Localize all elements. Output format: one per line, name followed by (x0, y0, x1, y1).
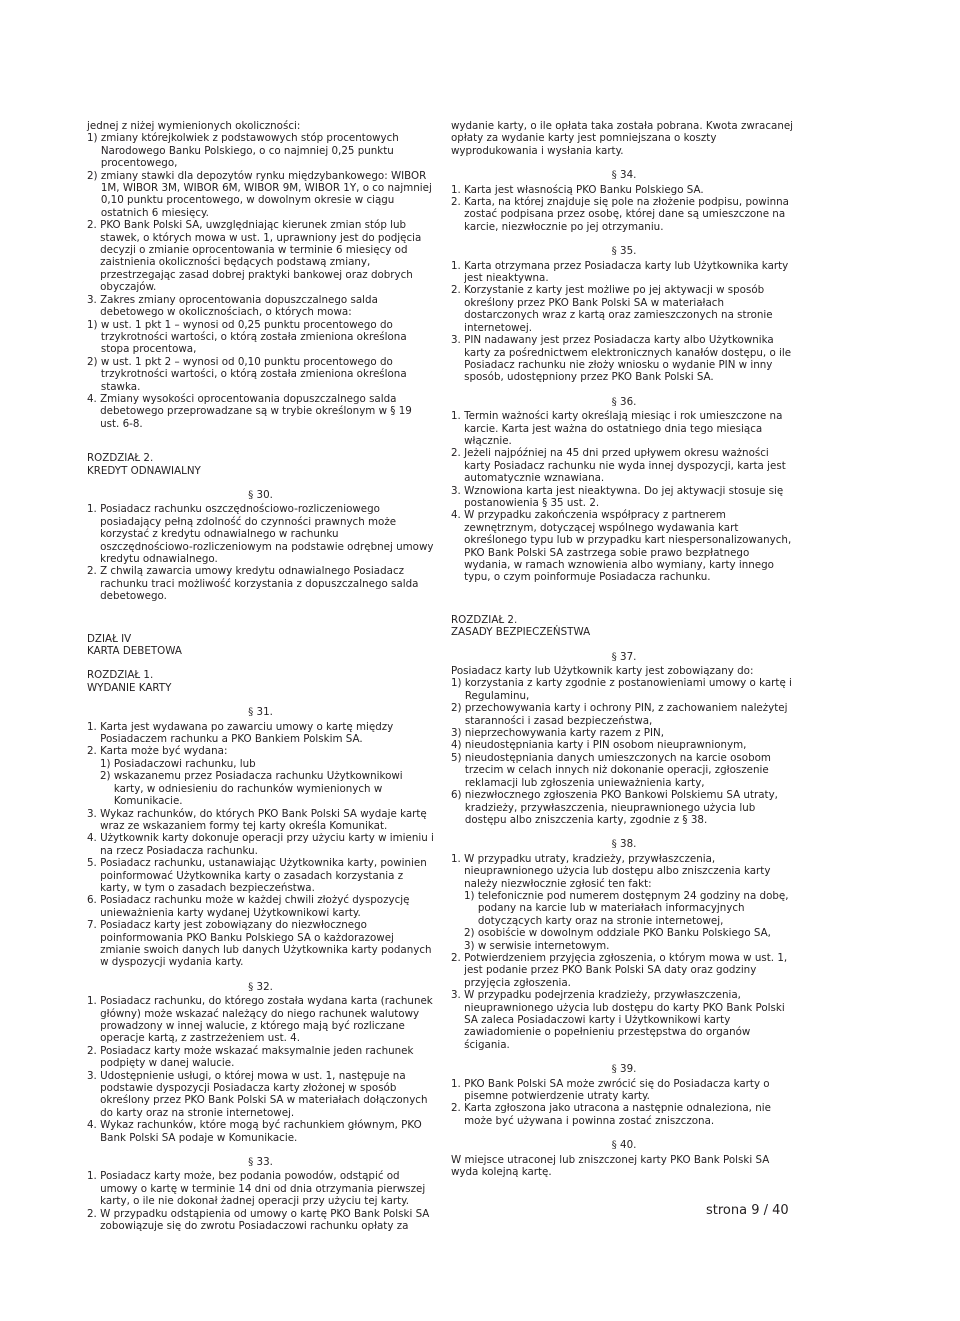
list-item: 4) nieudostępniania karty i PIN osobom nieuprawnionym, (451, 739, 747, 752)
list-item: 1. PKO Bank Polski SA może zwrócić się do Posiadacza karty o pisemne potwierdzenie utraty karty. (451, 1077, 770, 1103)
list-item: 2) zmiany stawki dla depozytów rynku międzybankowego: WIBOR 1M, WIBOR 3M, WIBOR 6M, WIBOR 9M, WIBOR 1Y, o co najmniej 0,10 punktu procentowego, w dowolnym okresie w ciągu ostatnich 6 miesięcy. (87, 169, 432, 219)
section-heading: § 32. (248, 980, 273, 993)
section-mark: § (611, 838, 617, 851)
chapter-label: ROZDZIAŁ 2. (451, 613, 518, 626)
list-item: 4. W przypadku zakończenia współpracy z partnerem zewnętrznym, dotyczącej wspólnego wydawania kart określonego typu lub w przypadku kart niespersonalizowanych, PKO Bank Polski SA zastrzega sobie prawo bezpłatnego wydania, w ramach wznowienia albo wymiany, karty innego typu, o czym poinformuje Posiadacza rachunku. (451, 509, 792, 584)
list-item: 1) telefonicznie pod numerem dostępnym 24 godziny na dobę, podany na karcie lub w materiałach informacyjnych dotyczących karty oraz na stronie internetowej, (464, 889, 789, 927)
list-item: 1. Posiadacz rachunku oszczędnościowo-rozliczeniowego posiadający pełną zdolność do czynności prawnych może korzystać z kredytu odnawialnego w rachunku oszczędnościowo-rozliczeniowym na podstawie odrębnej umowy kredytu odnawialnego. (87, 503, 434, 565)
list-item: 1. Karta otrzymana przez Posiadacza karty lub Użytkownika karty jest nieaktywna. (451, 259, 789, 285)
list-item: 3. PIN nadawany jest przez Posiadacza karty albo Użytkownika karty za pośrednictwem elektronicznych kanałów dostępu, o ile Posiadacz rachunku nie złoży wniosku o wydanie PIN w inny sposób, udostępniony przez PKO Bank Polski SA. (451, 334, 792, 384)
section-mark: § (248, 980, 254, 993)
part-title: KARTA DEBETOWA (87, 645, 182, 658)
continued-text: wydanie karty, o ile opłata taka została pobrana. Kwota zwracanej opłaty za wydanie karty jest pomniejszana o koszty wyprodukowania i wysłania karty. (451, 120, 794, 157)
section-heading: § 35. (611, 245, 637, 258)
section-heading: § 31. (248, 706, 273, 719)
list-item: 5. Posiadacz rachunku, ustanawiając Użytkownika karty, powinien poinformować Użytkownika karty o zasadach korzystania z karty, w tym o zasadach bezpieczeństwa. (87, 857, 427, 894)
list-item: 2. Karta, na której znajduje się pole na złożenie podpisu, powinna zostać podpisana przez osobę, której dane są umieszczone na karcie, niezwłocznie po jej otrzymaniu. (451, 196, 789, 233)
list-item: 1) Posiadaczowi rachunku, lub (100, 757, 256, 770)
list-item: 4. Użytkownik karty dokonuje operacji przy użyciu karty w imieniu i na rzecz Posiadacza rachunku. (87, 832, 434, 857)
list-item: 1) w ust. 1 pkt 1 – wynosi od 0,25 punktu procentowego do trzykrotności wartości, o którą została zmieniona określona stopa procentowa, (87, 318, 407, 356)
left-column (87, 120, 434, 1233)
list-item: 2. Posiadacz karty może wskazać maksymalnie jeden rachunek podpięty w danej walucie. (87, 1044, 414, 1070)
chapter-title: KREDYT ODNAWIALNY (87, 464, 201, 477)
list-item: 3. Wznowiona karta jest nieaktywna. Do jej aktywacji stosuje się postanowienia § 35 ust. 2. (451, 484, 784, 509)
section-mark: § (248, 488, 254, 501)
chapter-label: ROZDZIAŁ 2. (87, 452, 154, 465)
list-item: 3) nieprzechowywania karty razem z PIN, (451, 727, 664, 740)
section-mark: § (611, 395, 617, 408)
list-item: 4. Wykaz rachunków, które mogą być rachunkiem głównym, PKO Bank Polski SA podaje w Komunikacie. (87, 1119, 422, 1144)
section-mark: § (248, 1156, 254, 1169)
right-column (451, 120, 797, 1178)
section-heading: § 40. (611, 1139, 637, 1152)
list-item: 3) w serwisie internetowym. (464, 939, 610, 952)
list-item: 2) w ust. 1 pkt 2 – wynosi od 0,10 punktu procentowego do trzykrotności wartości, o którą została zmieniona określona stawka. (87, 355, 407, 393)
section-heading: § 33. (248, 1156, 273, 1169)
list-item: 1. W przypadku utraty, kradzieży, przywłaszczenia, nieuprawnionego użycia lub dostępu albo zniszczenia karty należy niezwłocznie zgłosić ten fakt: (451, 852, 771, 890)
list-item: 7. Posiadacz karty jest zobowiązany do niezwłocznego poinformowania PKO Banku Polskiego SA o każdorazowej zmianie swoich danych lub danych Użytkownika karty podanych w dyspozycji wydania karty. (87, 919, 432, 969)
paragraph: 3. Zakres zmiany oprocentowania dopuszczalnego salda debetowego w okolicznościach, o których mowa: (87, 293, 378, 319)
list-item: 1) zmiany którejkolwiek z podstawowych stóp procentowych Narodowego Banku Polskiego, o co najmniej 0,25 punktu procentowego, (87, 132, 399, 170)
list-item: 1. Karta jest wydawana po zawarciu umowy o kartę między Posiadaczem rachunku a PKO Bankiem Polskim SA. (87, 720, 394, 746)
list-item: 2. Korzystanie z karty jest możliwe po jej aktywacji w sposób określony przez PKO Bank Polski SA w materiałach dostarczonych wraz z kartą oraz zamieszczonych na stronie internetowej. (451, 284, 773, 334)
list-item: 2) wskazanemu przez Posiadacza rachunku Użytkownikowi karty, w odniesieniu do rachunków wymienionych w Komunikacie. (100, 770, 403, 808)
section-heading: § 30. (248, 488, 273, 501)
list-item: 2. Jeżeli najpóźniej na 45 dni przed upływem okresu ważności karty Posiadacz rachunku nie wyda innej dyspozycji, karta jest automatycznie wznawiana. (451, 447, 786, 485)
list-item: 1. Karta jest własnością PKO Banku Polskiego SA. (451, 183, 704, 196)
paragraph: 2. PKO Bank Polski SA, uwzględniając kierunek zmian stóp lub stawek, o których mowa w ust. 1, uprawniony jest do podjęcia decyzji o zmianie oprocentowania w terminie 6 miesięcy od zaistnienia okoliczności będących podstawą zmiany, przestrzegając zasad dobrej praktyki bankowej oraz dobrych obyczajów. (87, 219, 422, 294)
section-mark: § (611, 1063, 617, 1076)
section-mark: § (611, 1139, 617, 1152)
section-heading: § 39. (611, 1063, 637, 1076)
list-item: 3. W przypadku podejrzenia kradzieży, przywłaszczenia, nieuprawnionego użycia lub dostępu do karty PKO Bank Polski SA zaleca Posiadaczowi karty i Użytkownikowi karty zawiadomienie o popełnieniu przestępstwa do organów ścigania. (451, 989, 785, 1051)
list-item: 2. Potwierdzeniem przyjęcia zgłoszenia, o którym mowa w ust. 1, jest podanie przez PKO Bank Polski SA daty oraz godziny przyjęcia zgłoszenia. (451, 951, 788, 989)
list-item: 1. Posiadacz karty może, bez podania powodów, odstąpić od umowy o kartę w terminie 14 dni od dnia otrzymania pierwszej karty, o ile nie dokonał żadnej operacji przy użyciu tej karty. (87, 1170, 426, 1208)
section-heading: § 34. (611, 169, 637, 182)
list-item: 5) nieudostępniania danych umieszczonych na karcie osobom trzecim w celach innych niż dokonanie operacji, zgłoszenie reklamacji lub zgłoszenia unieważnienia karty, (451, 751, 771, 789)
list-item: 6. Posiadacz rachunku może w każdej chwili złożyć dyspozycję unieważnienia karty wydanej Użytkownikowi karty. (87, 894, 410, 919)
list-item: 1. Posiadacz rachunku, do którego została wydana karta (rachunek główny) może wskazać należący do niego rachunek walutowy prowadzony w innej walucie, z którego mają być rozliczane operacje kartą, z zastrzeżeniem ust. 4. (87, 995, 433, 1045)
section-heading: § 37. (611, 650, 637, 663)
section-heading: § 38. (611, 838, 637, 851)
section-intro: Posiadacz karty lub Użytkownik karty jest zobowiązany do: (451, 665, 754, 678)
list-item: 2. W przypadku odstąpienia od umowy o kartę PKO Bank Polski SA zobowiązuje się do zwrotu Posiadaczowi rachunku opłaty za (87, 1207, 430, 1233)
chapter-label: ROZDZIAŁ 1. (87, 669, 154, 682)
section-text: W miejsce utraconej lub zniszczonej karty PKO Bank Polski SA wyda kolejną kartę. (451, 1153, 770, 1179)
list-item: 6) niezwłocznego zgłoszenia PKO Bankowi Polskiemu SA utraty, kradzieży, przywłaszczenia, nieuprawnionego użycia lub dostępu albo zniszczenia karty, zgodnie z § 38. (451, 789, 778, 826)
list-item: 3. Udostępnienie usługi, o której mowa w ust. 1, następuje na podstawie dyspozycji Posiadacza karty złożonej w sposób określony przez PKO Bank Polski SA w materiałach dołączonych do karty oraz na stronie internetowej. (87, 1069, 428, 1119)
list-item: 2. Z chwilą zawarcia umowy kredytu odnawialnego Posiadacz rachunku traci możliwość korzystania z dopuszczalnego salda debetowego. (87, 565, 419, 603)
intro-text: jednej z niżej wymienionych okoliczności: (87, 120, 301, 132)
intro-list (87, 132, 434, 219)
list-item: 2) przechowywania karty i ochrony PIN, z zachowaniem należytej staranności i zasad bezpieczeństwa, (451, 702, 788, 727)
list-item: 1. Termin ważności karty określają miesiąc i rok umieszczone na karcie. Karta jest ważna do ostatniego dnia tego miesiąca włącznie. (451, 410, 783, 447)
section-heading: § 36. (611, 395, 637, 408)
list-item: 1) korzystania z karty zgodnie z postanowieniami umowy o kartę i Regulaminu, (451, 677, 792, 702)
part-label: DZIAŁ IV (87, 632, 132, 645)
page-number: strona 9 / 40 (706, 1203, 789, 1218)
paragraph: 4. Zmiany wysokości oprocentowania dopuszczalnego salda debetowego przeprowadzane są w trybie określonym w § 19 ust. 6-8. (87, 392, 412, 430)
list-item: 3. Wykaz rachunków, do których PKO Bank Polski SA wydaje kartę wraz ze wskazaniem formy tej karty określa Komunikat. (87, 807, 427, 832)
list-item: 2) osobiście w dowolnym oddziale PKO Banku Polskiego SA, (464, 927, 771, 940)
chapter-title: WYDANIE KARTY (87, 681, 172, 694)
list-item: 2. Karta zgłoszona jako utracona a następnie odnaleziona, nie może być używana i powinna zostać zniszczona. (451, 1102, 771, 1127)
list-item: 2. Karta może być wydana: (87, 745, 228, 758)
section-mark: § (611, 650, 617, 663)
section-mark: § (248, 706, 254, 719)
section-mark: § (611, 245, 617, 258)
section-mark: § (611, 169, 617, 182)
chapter-title: ZASADY BEZPIECZEŃSTWA (451, 626, 591, 639)
